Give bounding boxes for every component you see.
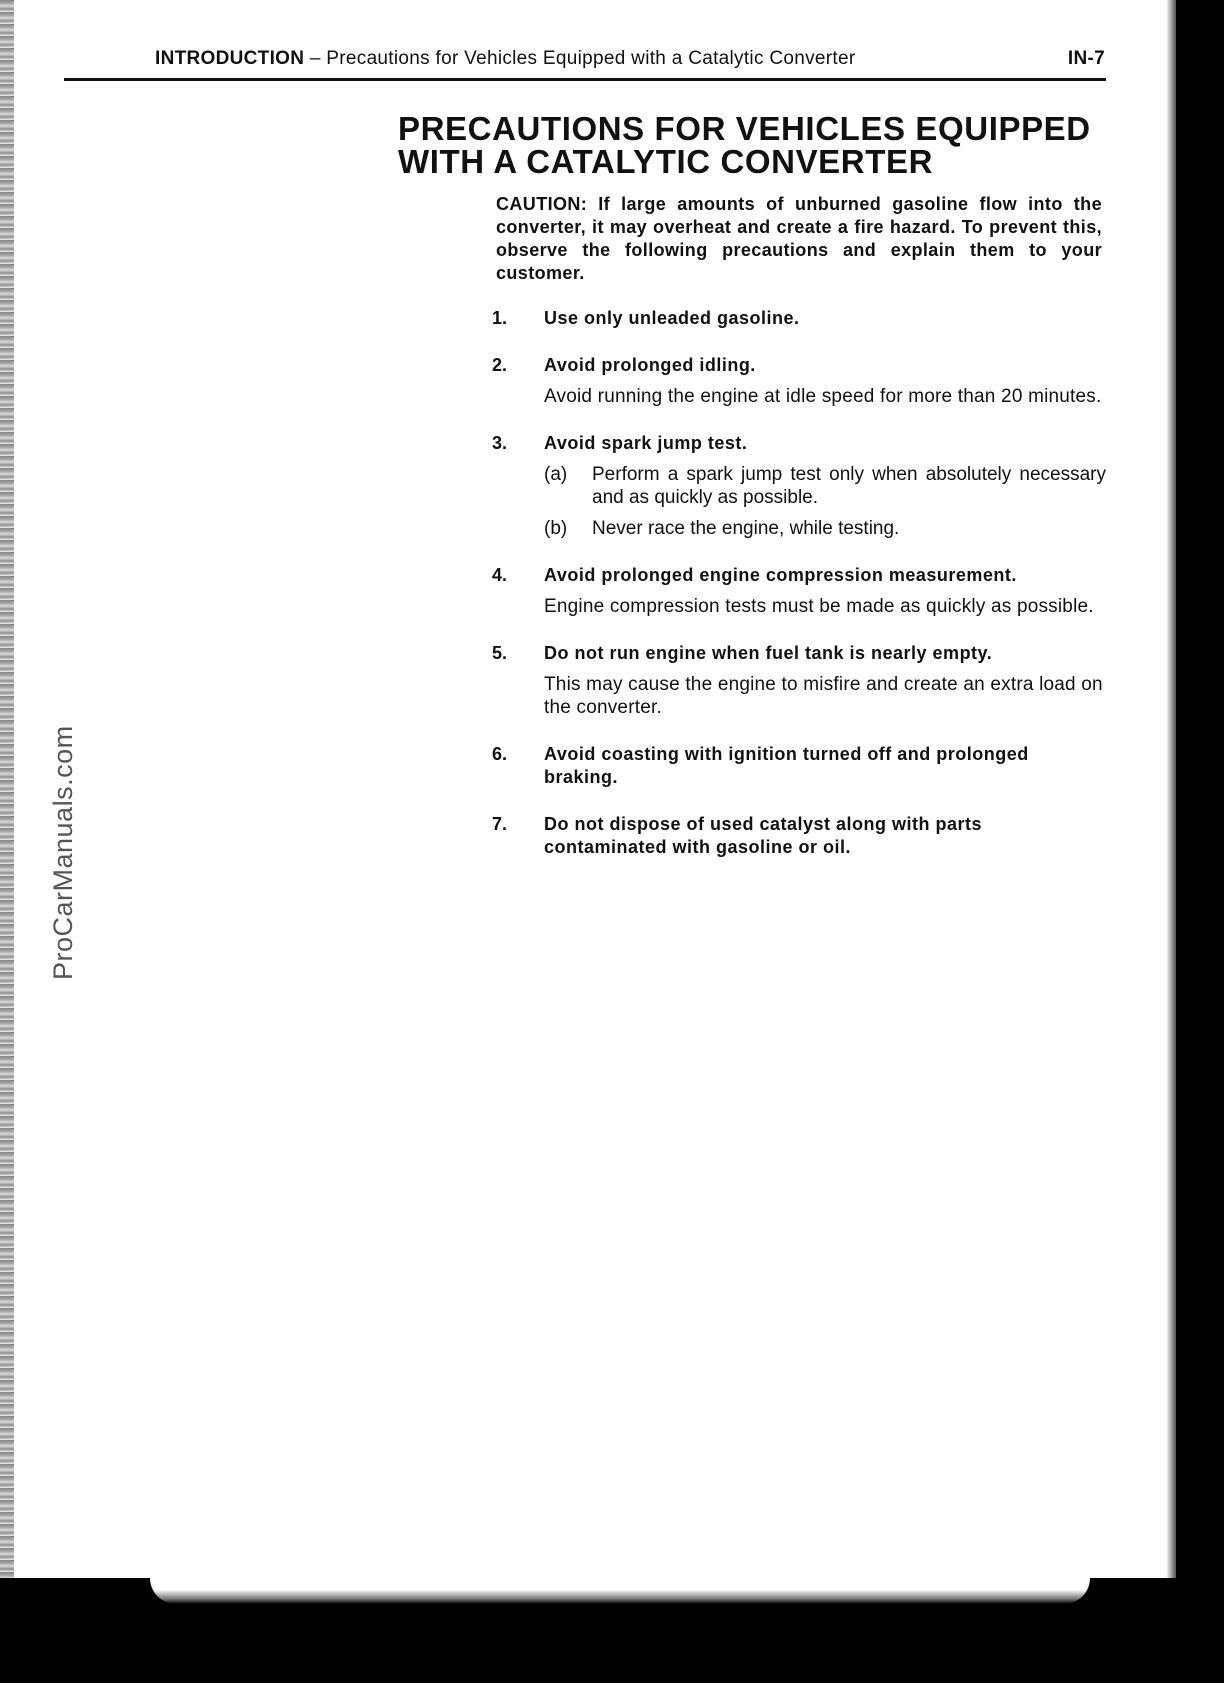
running-head [155,48,1105,70]
item-number: 6. [492,744,508,764]
item-heading: Avoid prolonged idling. [544,355,756,375]
scan-left-edge [0,0,14,1580]
list-item [492,564,1106,618]
sub-item-label: (b) [544,518,568,539]
sub-item [544,517,1106,540]
list-item [492,743,1106,789]
sub-item-label: (a) [544,464,568,485]
item-body: Engine compression tests must be made as quickly as possible. [544,596,1094,617]
item-heading: Do not dispose of used catalyst along with parts contaminated with gasoline or oil. [544,814,983,857]
sub-item-text: Never race the engine, while testing. [592,518,900,539]
item-heading: Avoid prolonged engine compression measurement. [544,565,1017,585]
item-number: 5. [492,643,508,663]
header-rule [64,78,1106,81]
item-heading: Avoid coasting with ignition turned off and prolonged braking. [544,744,1029,787]
item-number: 3. [492,433,508,453]
precautions-list [492,307,1106,883]
header-section: INTRODUCTION [155,48,305,69]
scan-bottom-edge [0,1578,1224,1683]
item-number: 2. [492,355,508,375]
header-separator: – [304,48,327,69]
list-item [492,354,1106,408]
item-number: 4. [492,565,508,585]
item-heading: Use only unleaded gasoline. [544,308,800,328]
watermark: ProCarManuals.com [48,725,78,980]
sub-item [544,463,1106,509]
header-subtitle: Precautions for Vehicles Equipped with a Catalytic Converter [326,48,856,69]
list-item [492,432,1106,540]
page-title [398,112,1118,178]
item-body: This may cause the engine to misfire and create an extra load on the converter. [544,674,1103,718]
sub-item-text: Perform a spark jump test only when absolutely necessary and as quickly as possible. [592,464,1106,508]
list-item [492,813,1106,859]
item-number: 7. [492,814,508,834]
item-number: 1. [492,308,508,328]
title-line-2: WITH A CATALYTIC CONVERTER [398,143,934,180]
scan-right-edge [1166,0,1224,1683]
page-number: IN-7 [1067,48,1105,69]
item-heading: Avoid spark jump test. [544,433,748,453]
title-line-1: PRECAUTIONS FOR VEHICLES EQUIPPED [398,110,1091,147]
item-body: Avoid running the engine at idle speed for more than 20 minutes. [544,386,1102,407]
list-item [492,642,1106,719]
list-item [492,307,1106,330]
caution-paragraph: CAUTION: If large amounts of unburned gasoline flow into the converter, it may overheat and create a fire hazard. To prevent this, observe the following precautions and explain them to your customer. [496,194,1102,283]
item-heading: Do not run engine when fuel tank is nearly empty. [544,643,993,663]
